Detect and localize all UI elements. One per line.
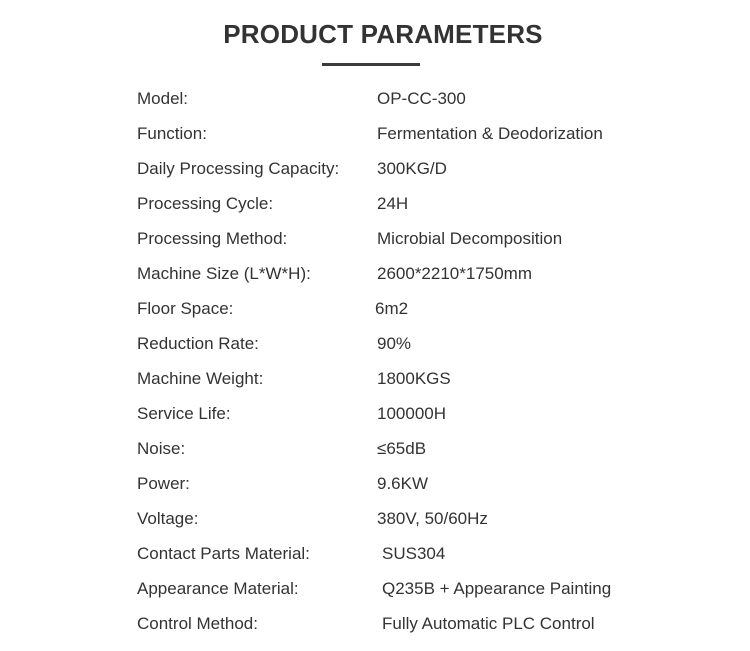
param-label: Model:	[137, 88, 189, 108]
param-value: 2600*2210*1750mm	[377, 263, 533, 283]
param-label: Power:	[137, 473, 190, 493]
param-value: ≤65dB	[377, 438, 427, 458]
param-value: 6m2	[375, 298, 409, 318]
param-value: Fully Automatic PLC Control	[382, 613, 595, 633]
param-value: SUS304	[382, 543, 446, 563]
param-value: Q235B + Appearance Painting	[382, 578, 612, 598]
param-value: 24H	[377, 193, 409, 213]
param-row-voltage	[137, 501, 697, 536]
param-row-machine-weight	[137, 361, 697, 396]
param-row-appearance-material	[137, 571, 697, 606]
param-row-floor-space	[137, 291, 697, 326]
param-value: 9.6KW	[377, 473, 429, 493]
param-label: Appearance Material:	[137, 578, 299, 598]
param-row-function	[137, 116, 697, 151]
param-row-contact-parts-material	[137, 536, 697, 571]
param-value: Fermentation & Deodorization	[377, 123, 603, 143]
param-row-noise	[137, 431, 697, 466]
param-label: Machine Size (L*W*H):	[137, 263, 311, 283]
param-row-service-life	[137, 396, 697, 431]
param-label: Floor Space:	[137, 298, 234, 318]
param-label: Contact Parts Material:	[137, 543, 310, 563]
param-label: Noise:	[137, 438, 186, 458]
param-label: Processing Cycle:	[137, 193, 274, 213]
param-label: Daily Processing Capacity:	[137, 158, 340, 178]
param-label: Function:	[137, 123, 207, 143]
param-value: 1800KGS	[377, 368, 451, 388]
param-row-reduction-rate	[137, 326, 697, 361]
param-value: 380V, 50/60Hz	[377, 508, 488, 528]
param-label: Service Life:	[137, 403, 231, 423]
parameters-table	[137, 81, 697, 641]
param-label: Control Method:	[137, 613, 258, 633]
param-value: 100000H	[377, 403, 447, 423]
param-value: OP-CC-300	[377, 88, 466, 108]
param-row-daily-capacity	[137, 151, 697, 186]
param-value: Microbial Decomposition	[377, 228, 563, 248]
param-label: Voltage:	[137, 508, 199, 528]
param-row-machine-size	[137, 256, 697, 291]
title-underline	[322, 63, 420, 66]
param-row-control-method	[137, 606, 697, 641]
param-label: Reduction Rate:	[137, 333, 259, 353]
param-value: 90%	[377, 333, 412, 353]
param-label: Processing Method:	[137, 228, 288, 248]
param-row-processing-method	[137, 221, 697, 256]
param-row-processing-cycle	[137, 186, 697, 221]
param-row-power	[137, 466, 697, 501]
page-title: PRODUCT PARAMETERS	[223, 19, 543, 49]
param-value: 300KG/D	[377, 158, 447, 178]
param-label: Machine Weight:	[137, 368, 264, 388]
param-row-model	[137, 81, 697, 116]
